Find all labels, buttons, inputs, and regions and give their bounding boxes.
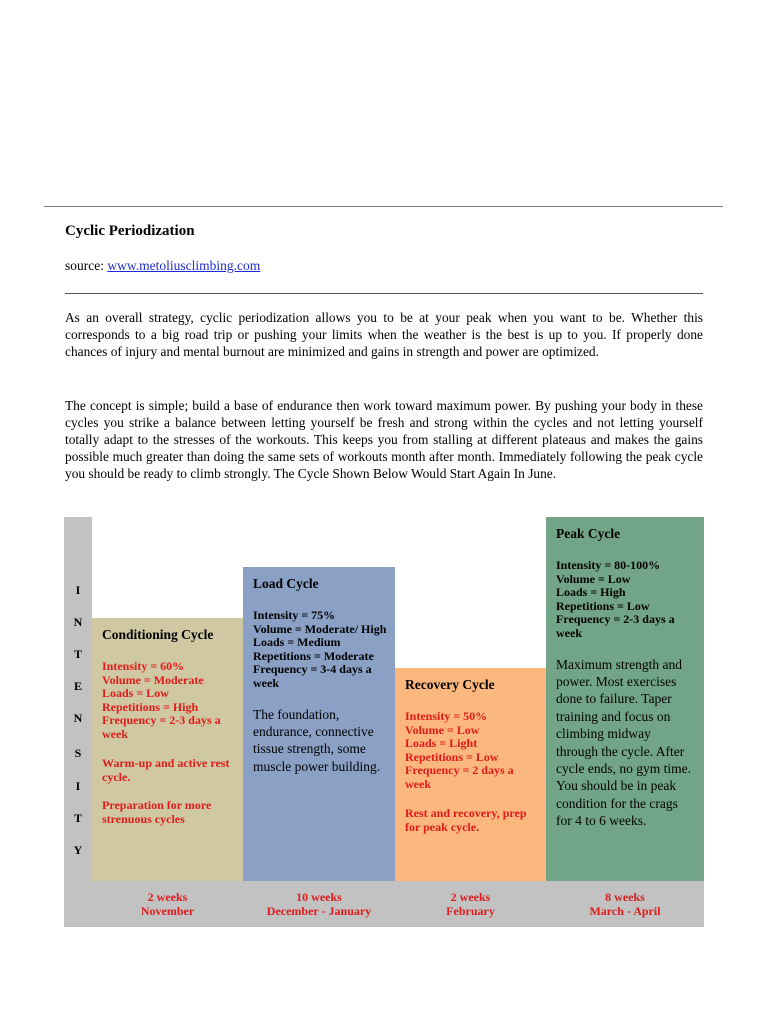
load-duration	[243, 890, 395, 918]
concept-paragraph: The concept is simple; build a base of endurance then work toward maximum power. By pushing your body in these cycles you strike a balance between letting yourself be fresh and strong within the cycles and not letting yourself totally adapt to the stresses of the workouts. This keeps you from stalling at different plateaus and makes the gains possible much greater than doing the same sets of workouts month after month. Immediately following the peak cycle you should be ready to climb strongly. The Cycle Shown Below Would Start Again In June.	[65, 398, 703, 481]
duration-months: February	[446, 904, 495, 918]
axis-letter: I	[75, 583, 81, 597]
cycle-note: Warm-up and active rest cycle.	[102, 755, 230, 784]
intensity-axis	[64, 517, 92, 881]
duration-weeks: 2 weeks	[147, 890, 188, 904]
source-line	[65, 258, 260, 274]
axis-letter: T	[73, 647, 82, 661]
duration-months: March - April	[589, 904, 661, 918]
axis-letter: N	[73, 711, 83, 725]
section-divider	[65, 293, 703, 294]
axis-letter: S	[74, 746, 82, 760]
axis-letter: Y	[73, 843, 83, 857]
cycle-params: Intensity = 80-100% Volume = Low Loads = High Repetitions = Low Frequency = 2-3 days a week	[556, 558, 675, 640]
conditioning-cycle-block	[92, 618, 243, 881]
cycle-note: Rest and recovery, prep for peak cycle.	[405, 805, 527, 834]
cycle-description: The foundation, endurance, connective tissue strength, some muscle power building.	[253, 706, 381, 774]
duration-weeks: 8 weeks	[605, 890, 645, 904]
axis-letter: T	[73, 811, 82, 825]
cycle-note: Preparation for more strenuous cycles	[102, 797, 212, 826]
peak-cycle-block	[546, 517, 704, 881]
recovery-duration	[395, 890, 546, 918]
periodization-chart	[64, 517, 704, 927]
load-cycle-block	[243, 567, 395, 881]
cycle-title: Conditioning Cycle	[102, 627, 214, 642]
cycle-title: Peak Cycle	[556, 526, 621, 541]
source-label: source:	[65, 258, 108, 273]
cycle-params: Intensity = 50% Volume = Low Loads = Light Repetitions = Low Frequency = 2 days a week	[405, 709, 514, 791]
duration-weeks: 10 weeks	[296, 890, 342, 904]
source-link[interactable]: www.metoliusclimbing.com	[107, 258, 261, 273]
cycle-params: Intensity = 60% Volume = Moderate Loads = Low Repetitions = High Frequency = 2-3 days a week	[102, 659, 221, 741]
axis-letter: I	[75, 779, 81, 793]
duration-months: November	[140, 904, 195, 918]
recovery-cycle-block	[395, 668, 546, 881]
cycle-params: Intensity = 75% Volume = Moderate/ High Loads = Medium Repetitions = Moderate Frequency = 3-4 days a week	[253, 608, 387, 690]
axis-letter: E	[73, 679, 82, 693]
cycle-title: Load Cycle	[253, 576, 319, 591]
peak-duration	[546, 890, 704, 918]
duration-months: December - January	[266, 904, 372, 918]
cycle-title: Recovery Cycle	[405, 677, 495, 692]
conditioning-duration	[92, 890, 243, 918]
page-title: Cyclic Periodization	[65, 223, 195, 239]
intro-paragraph: As an overall strategy, cyclic periodization allows you to be at your peak when you want to be. Whether this corresponds to a big road trip or pushing your limits when the weather is the best is up to you. If properly done chances of injury and mental burnout are minimized and gains in strength and power are optimized.	[65, 310, 703, 359]
duration-weeks: 2 weeks	[450, 890, 491, 904]
cycle-description: Maximum strength and power. Most exercises done to failure. Taper training and focus on climbing midway through the cycle. After cycle ends, no gym time. You should be in peak condition for the crags for 4 to 6 weeks.	[556, 656, 691, 829]
axis-letter: N	[73, 615, 83, 629]
page-divider	[44, 206, 723, 207]
